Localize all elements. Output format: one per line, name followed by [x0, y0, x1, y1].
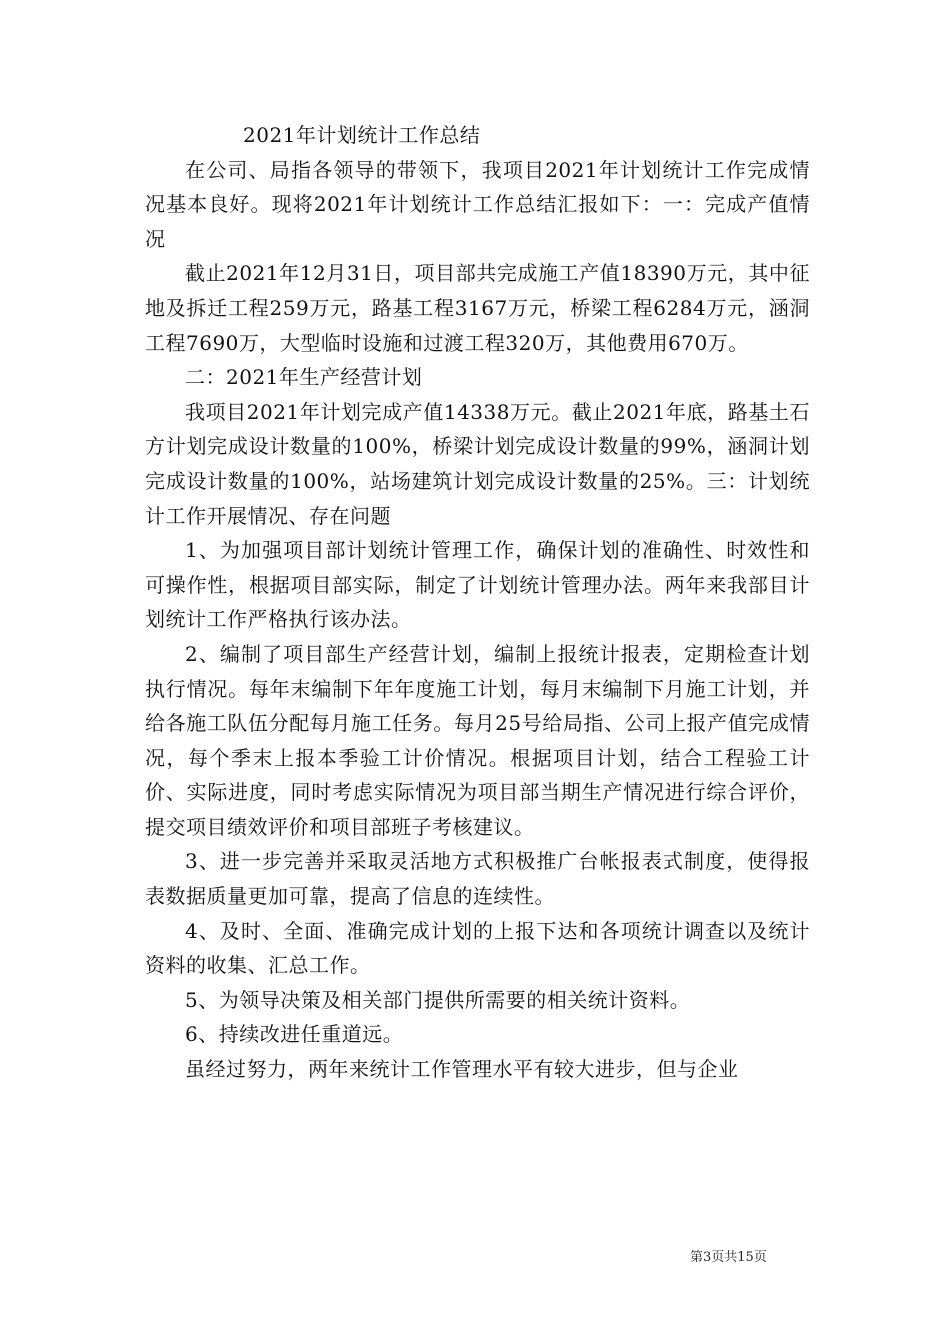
paragraph-item-3: 3、进一步完善并采取灵活地方式积极推广台帐报表式制度，使得报表数据质量更加可靠，提高了信息的连续性。 [145, 849, 810, 909]
section-heading-plan: 二：2021年生产经营计划 [185, 365, 423, 390]
paragraph-item-1: 1、为加强项目部计划统计管理工作，确保计划的准确性、时效性和可操作性，根据项目部实际，制定了计划统计管理办法。两年来我部目计划统计工作严格执行该办法。 [145, 538, 810, 632]
paragraph-item-5: 5、为领导决策及相关部门提供所需要的相关统计资料。 [185, 987, 691, 1012]
document-body [145, 118, 810, 1087]
paragraph-item-6: 6、持续改进任重道远。 [185, 1022, 404, 1047]
page-number-footer: 第3页共15页 [690, 1250, 767, 1265]
paragraph-closing: 虽经过努力，两年来统计工作管理水平有较大进步，但与企业 [185, 1057, 739, 1082]
paragraph-item-2: 2、编制了项目部生产经营计划，编制上报统计报表，定期检查计划执行情况。每年末编制下年年度施工计划，每月末编制下月施工计划，并给各施工队伍分配每月施工任务。每月25号给局指、公司上报产值完成情况，每个季末上报本季验工计价情况。根据项目计划，结合工程验工计价、实际进度，同时考虑实际情况为项目部当期生产情况进行综合评价，提交项目绩效评价和项目部班子考核建议。 [145, 641, 810, 839]
paragraph-item-4: 4、及时、全面、准确完成计划的上报下达和各项统计调查以及统计资料的收集、汇总工作。 [145, 918, 810, 978]
paragraph-intro: 在公司、局指各领导的带领下，我项目2021年计划统计工作完成情况基本良好。现将2021年计划统计工作总结汇报如下：一：完成产值情况 [145, 157, 810, 251]
document-title: 2021年计划统计工作总结 [243, 123, 481, 147]
paragraph-plan: 我项目2021年计划完成产值14338万元。截止2021年底，路基土石方计划完成设计数量的100%，桥梁计划完成设计数量的99%，涵洞计划完成设计数量的100%，站场建筑计划完成设计数量的25%。三：计划统计工作开展情况、存在问题 [145, 399, 810, 528]
paragraph-output-value: 截止2021年12月31日，项目部共完成施工产值18390万元，其中征地及拆迁工程259万元，路基工程3167万元，桥梁工程6284万元，涵洞工程7690万，大型临时设施和过渡工程320万，其他费用670万。 [145, 261, 810, 355]
